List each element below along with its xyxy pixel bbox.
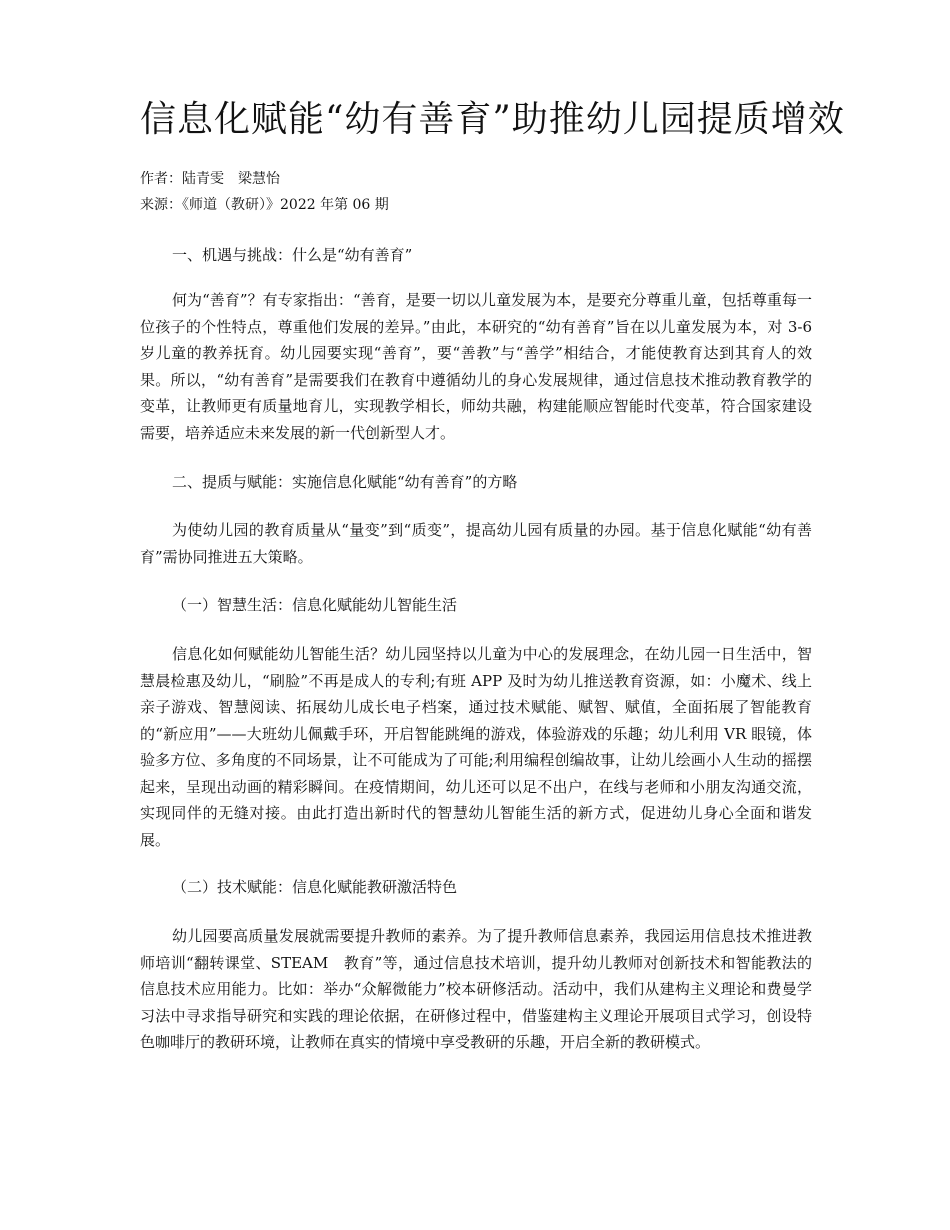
- paragraph-4: 幼儿园要高质量发展就需要提升教师的素养。为了提升教师信息素养，我园运用信息技术推进教师培训“翻转课堂、STEAM 教育”等，通过信息技术培训，提升幼儿教师对创新技术和智能教法的信息技术应用能力。比如：举办“众解微能力”校本研修活动。活动中，我们从建构主义理论和费曼学习法中寻求指导研究和实践的理论依据，在研修过程中，借鉴建构主义理论开展项目式学习，创设特色咖啡厅的教研环境，让教师在真实的情境中享受教研的乐趣，开启全新的教研模式。: [140, 927, 812, 1051]
- author-line: 作者：陆青雯 梁慧怡: [140, 171, 280, 187]
- article-title: 信息化赋能“幼有善育”助推幼儿园提质增效: [140, 99, 845, 140]
- source-line: 来源：《师道（教研）》2022 年第 06 期: [140, 197, 389, 213]
- section-heading-2: 二、提质与赋能：实施信息化赋能“幼有善育”的方略: [172, 473, 518, 491]
- paragraph-1: 何为“善育”？有专家指出：“善育，是要一切以儿童发展为本，是要充分尊重儿童，包括尊重每一位孩子的个性特点，尊重他们发展的差异。”由此，本研究的“幼有善育”旨在以儿童发展为本，对 3-6岁儿童的教养抚育。幼儿园要实现“善育”，要“善教”与“善学”相结合，才能使教育达到其育人的效果。所以，“幼有善育”是需要我们在教育中遵循幼儿的身心发展规律，通过信息技术推动教育教学的变革，让教师更有质量地育儿，实现教学相长，师幼共融，构建能顺应智能时代变革，符合国家建设需要，培养适应未来发展的新一代创新型人才。: [140, 291, 812, 442]
- subsection-heading-2: （二）技术赋能：信息化赋能教研激活特色: [172, 878, 458, 896]
- section-heading-1: 一、机遇与挑战：什么是“幼有善育”: [172, 246, 413, 264]
- subsection-heading-1: （一）智慧生活：信息化赋能幼儿智能生活: [172, 596, 458, 614]
- paragraph-2: 为使幼儿园的教育质量从“量变”到“质变”，提高幼儿园有质量的办园。基于信息化赋能“幼有善育”需协同推进五大策略。: [140, 521, 812, 566]
- paragraph-3: 信息化如何赋能幼儿智能生活？幼儿园坚持以儿童为中心的发展理念，在幼儿园一日生活中，智慧晨检惠及幼儿，“刷脸”不再是成人的专利;有班 APP 及时为幼儿推送教育资源，如：小魔术、线上亲子游戏、智慧阅读、拓展幼儿成长电子档案，通过技术赋能、赋智、赋值，全面拓展了智能教育的“新应用”——大班幼儿佩戴手环，开启智能跳绳的游戏，体验游戏的乐趣；幼儿利用 VR 眼镜，体验多方位、多角度的不同场景，让不可能成为了可能;利用编程创编故事，让幼儿绘画小人生动的摇摆起来，呈现出动画的精彩瞬间。在疫情期间，幼儿还可以足不出户，在线与老师和小朋友沟通交流，实现同伴的无缝对接。由此打造出新时代的智慧幼儿智能生活的新方式，促进幼儿身心全面和谐发展。: [140, 645, 812, 849]
